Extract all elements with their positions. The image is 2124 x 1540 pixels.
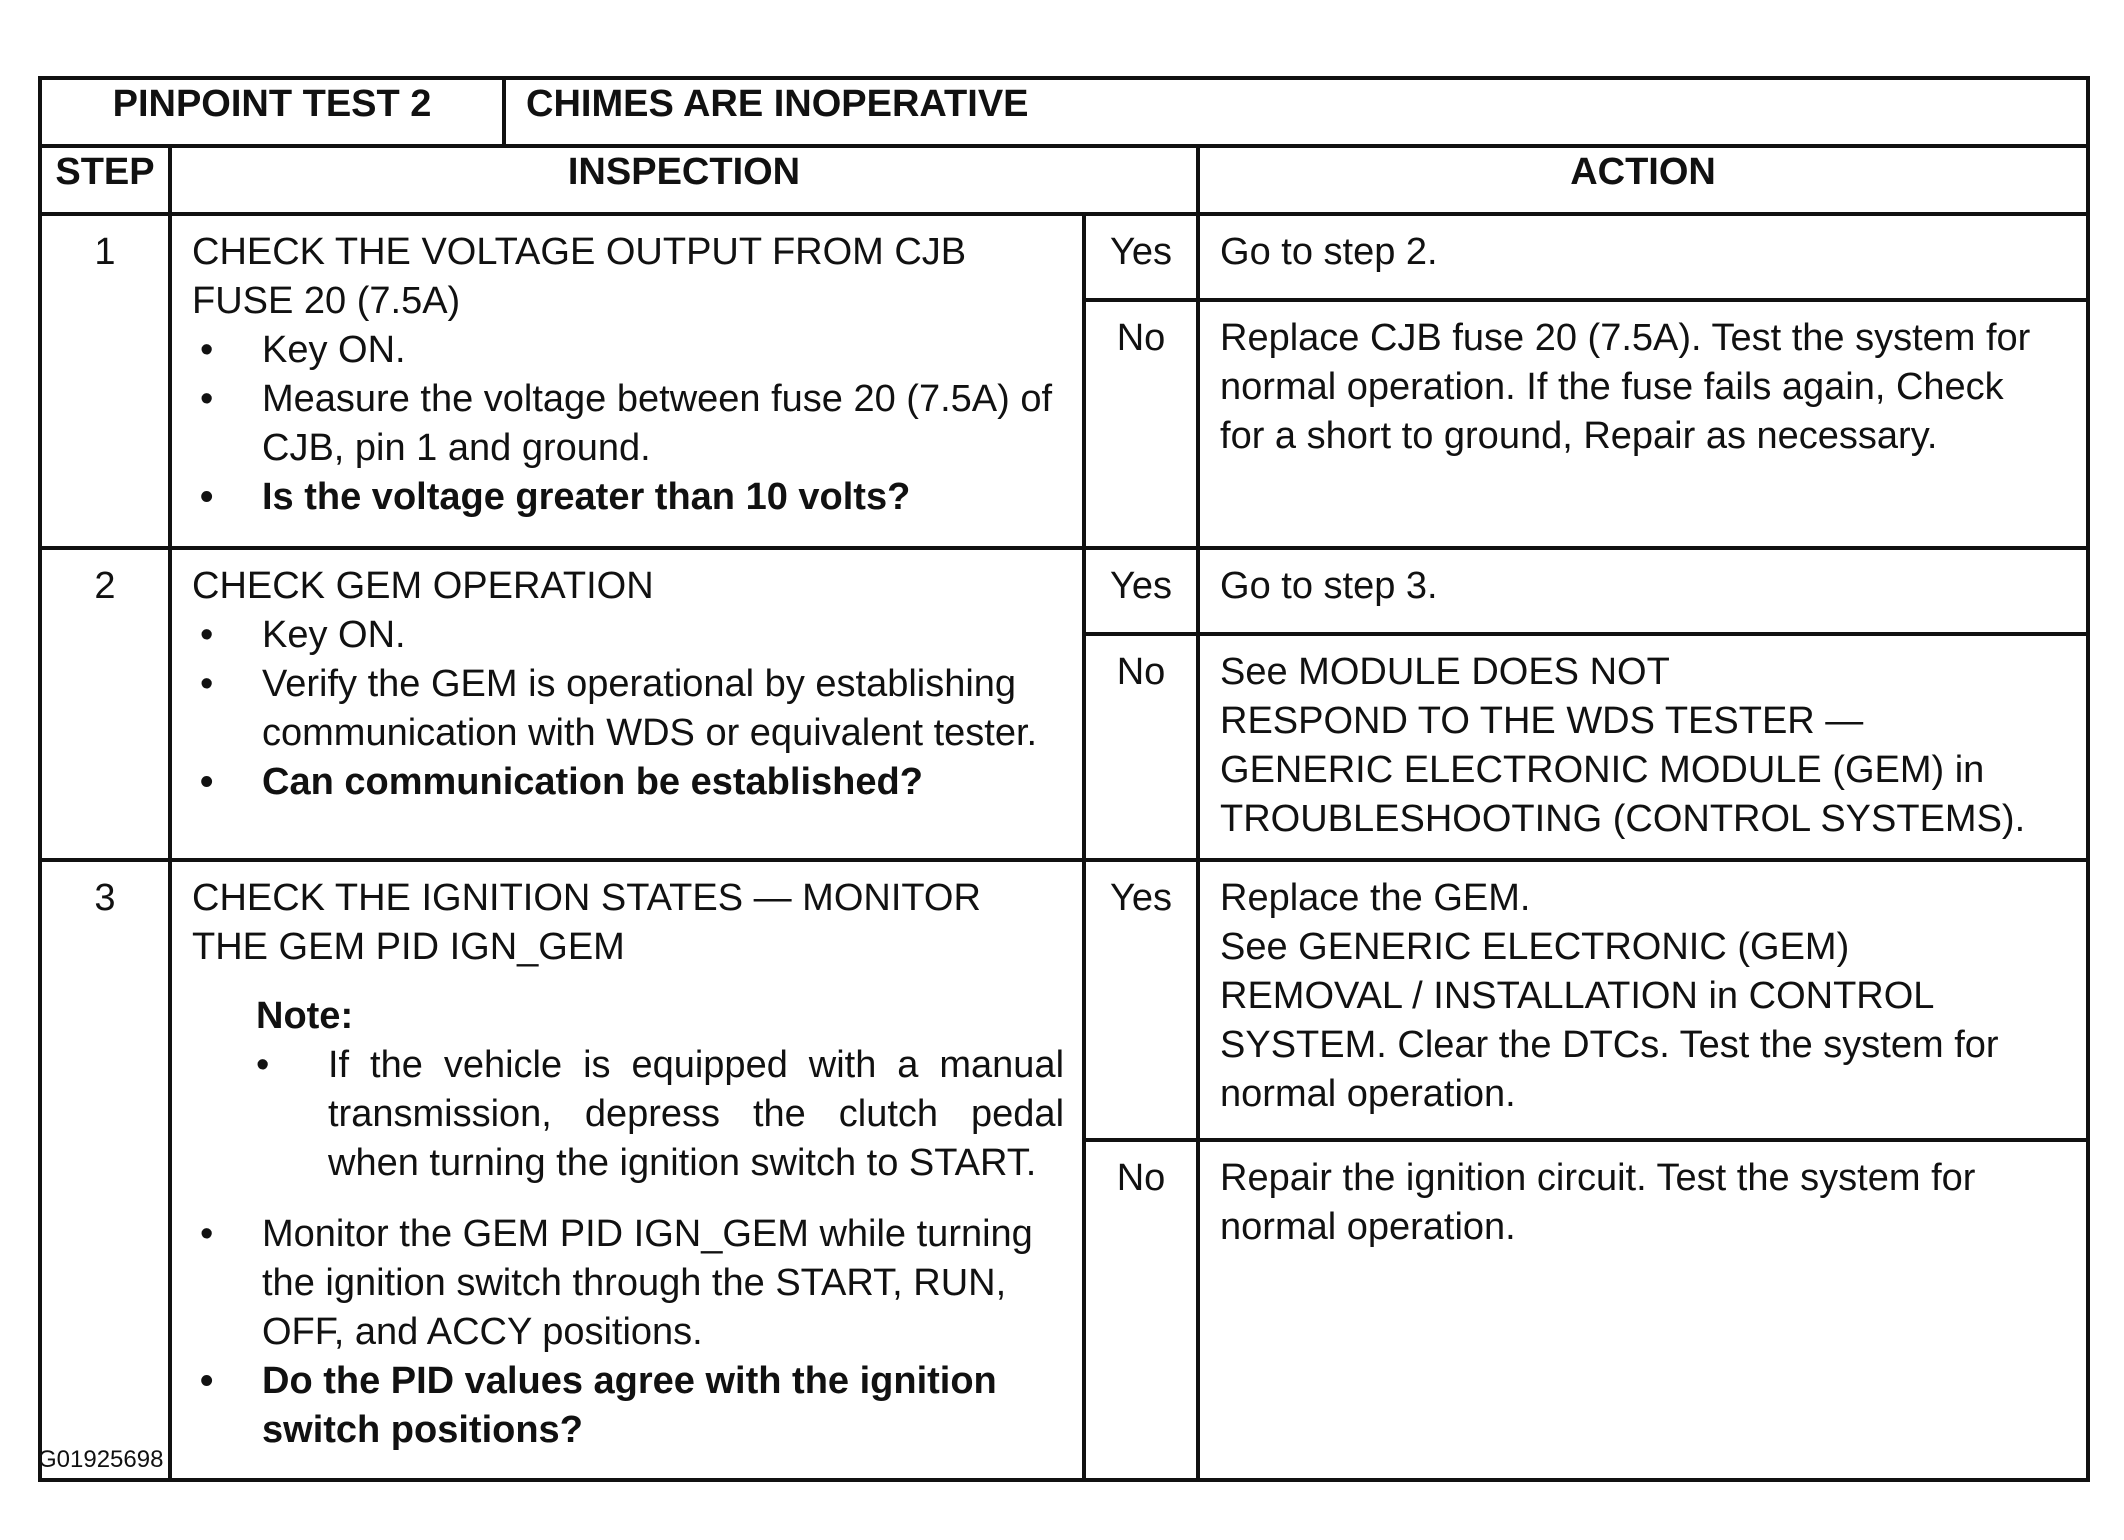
step-number: 3 xyxy=(40,860,170,1480)
bullet-icon: • xyxy=(200,476,214,518)
list-item: • Monitor the GEM PID IGN_GEM while turning the ignition switch through the START, RUN, OFF, and ACCY positions. xyxy=(192,1210,1064,1357)
inspection-title xyxy=(192,874,1064,972)
yes-label: Yes xyxy=(1084,548,1198,634)
pinpoint-test-table xyxy=(38,76,2090,1482)
test-header-row xyxy=(40,78,2088,146)
bullet-icon: • xyxy=(200,378,214,420)
no-label: No xyxy=(1084,300,1198,548)
bullet-icon: • xyxy=(200,1360,214,1402)
bullet-icon: • xyxy=(200,614,214,656)
table-row xyxy=(40,860,2088,1140)
inspection-title-line: FUSE 20 (7.5A) xyxy=(192,280,461,322)
inspection-title xyxy=(192,228,1064,326)
inspection-bullets xyxy=(192,326,1064,522)
yes-action: Go to step 2. xyxy=(1198,214,2088,300)
no-label: No xyxy=(1084,634,1198,860)
inspection-bullets xyxy=(192,1210,1064,1455)
inspection-cell xyxy=(170,548,1084,860)
note-bullets xyxy=(256,1041,1064,1188)
yes-label: Yes xyxy=(1084,214,1198,300)
inspection-title-line: THE GEM PID IGN_GEM xyxy=(192,926,625,968)
list-item: • Measure the voltage between fuse 20 (7.5A) of CJB, pin 1 and ground. xyxy=(192,375,1064,473)
list-item: • If the vehicle is equipped with a manual transmission, depress the clutch pedal when turning the ignition switch to START. xyxy=(256,1041,1064,1188)
column-header-row xyxy=(40,146,2088,214)
bullet-icon: • xyxy=(200,761,214,803)
no-action: Replace CJB fuse 20 (7.5A). Test the system for normal operation. If the fuse fails again, Check for a short to ground, Repair as necessary. xyxy=(1198,300,2088,548)
test-title: CHIMES ARE INOPERATIVE xyxy=(504,78,2088,146)
step-column-header: STEP xyxy=(40,146,170,214)
inspection-title-line: CHECK THE IGNITION STATES — MONITOR xyxy=(192,877,981,919)
table-row xyxy=(40,548,2088,634)
inspection-title-line: CHECK THE VOLTAGE OUTPUT FROM CJB xyxy=(192,231,967,273)
no-action: Repair the ignition circuit. Test the system for normal operation. xyxy=(1198,1140,2088,1480)
step-number: 2 xyxy=(40,548,170,860)
bullet-icon: • xyxy=(200,663,214,705)
no-label: No xyxy=(1084,1140,1198,1480)
list-item: • Key ON. xyxy=(192,611,1064,660)
list-item: • Key ON. xyxy=(192,326,1064,375)
inspection-question: • Do the PID values agree with the ignition switch positions? xyxy=(192,1357,1064,1455)
bullet-icon: • xyxy=(256,1044,270,1086)
list-item: • Verify the GEM is operational by establishing communication with WDS or equivalent tester. xyxy=(192,660,1064,758)
bullet-icon: • xyxy=(200,1213,214,1255)
inspection-title xyxy=(192,562,1064,611)
note-block xyxy=(192,992,1064,1188)
inspection-bullets xyxy=(192,611,1064,807)
inspection-cell xyxy=(170,860,1084,1480)
inspection-question: • Can communication be established? xyxy=(192,758,1064,807)
inspection-column-header: INSPECTION xyxy=(170,146,1198,214)
test-label: PINPOINT TEST 2 xyxy=(40,78,504,146)
bullet-icon: • xyxy=(200,329,214,371)
yes-label: Yes xyxy=(1084,860,1198,1140)
figure-id: G01925698 xyxy=(38,1446,164,1473)
inspection-cell xyxy=(170,214,1084,548)
inspection-title-line: CHECK GEM OPERATION xyxy=(192,565,654,607)
inspection-question: • Is the voltage greater than 10 volts? xyxy=(192,473,1064,522)
action-column-header: ACTION xyxy=(1198,146,2088,214)
yes-action: Replace the GEM. See GENERIC ELECTRONIC (GEM) REMOVAL / INSTALLATION in CONTROL SYSTEM. Clear the DTCs. Test the system for normal operation. xyxy=(1198,860,2088,1140)
table-row xyxy=(40,214,2088,300)
step-number: 1 xyxy=(40,214,170,548)
note-heading: Note: xyxy=(256,995,354,1037)
no-action: See MODULE DOES NOT RESPOND TO THE WDS TESTER — GENERIC ELECTRONIC MODULE (GEM) in TROUBLESHOOTING (CONTROL SYSTEMS). xyxy=(1198,634,2088,860)
yes-action: Go to step 3. xyxy=(1198,548,2088,634)
